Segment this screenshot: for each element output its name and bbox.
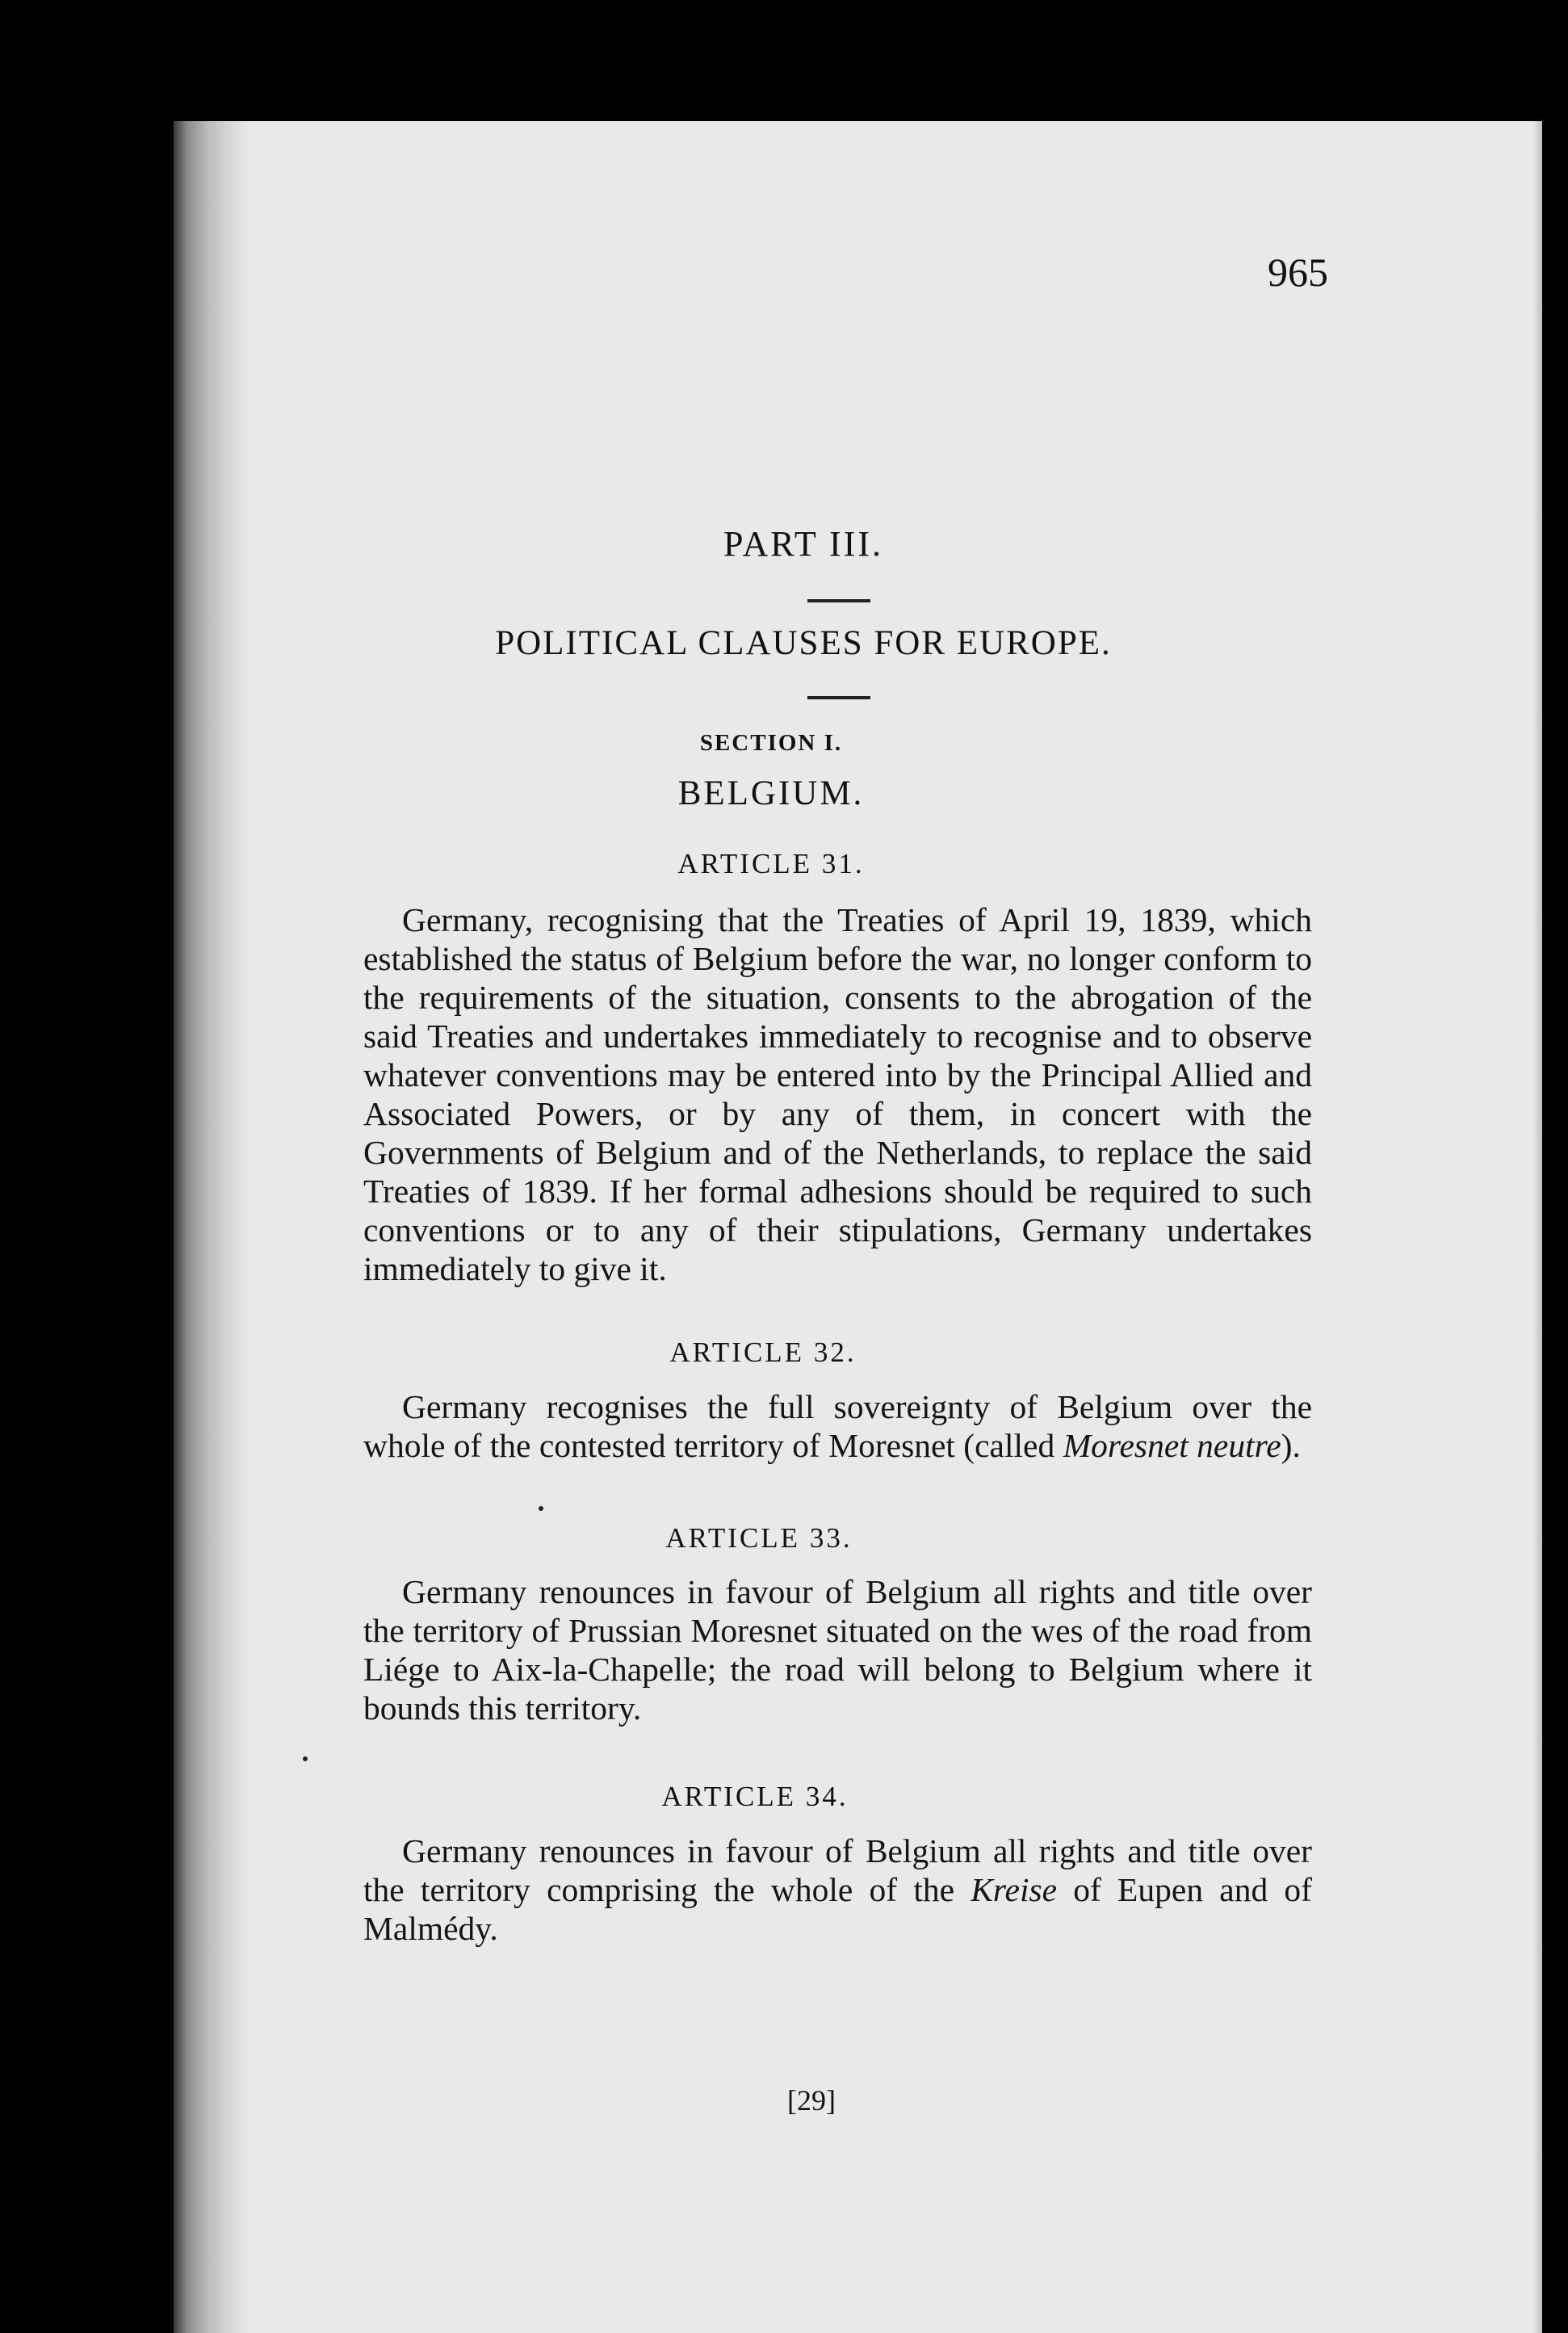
article-text-part: Germany renounces in favour of Belgium all rights and title over the territory comprising the whole of the — [363, 1832, 1312, 1908]
divider-rule — [807, 696, 870, 699]
page-right-edge — [1532, 121, 1542, 2333]
ink-speck — [303, 1756, 308, 1761]
book-page — [174, 121, 1542, 2333]
article-text-part: of Eupen and of Malmédy. — [363, 1871, 1312, 1947]
article-text-italic: Kreise — [971, 1871, 1058, 1908]
article-text-italic: Moresnet neutre — [1063, 1427, 1281, 1464]
article-heading: ARTICLE 32. — [669, 1336, 857, 1368]
part-title: POLITICAL CLAUSES FOR EUROPE. — [495, 624, 1112, 662]
divider-rule — [807, 599, 870, 602]
page-gutter-shadow — [174, 121, 250, 2333]
part-heading: PART III. — [723, 524, 883, 564]
article-text-part: ). — [1281, 1427, 1301, 1464]
article-text — [363, 1387, 1312, 1465]
article-heading: ARTICLE 34. — [661, 1781, 849, 1812]
article-text-part: Germany recognises the full sovereignty of Belgium over the whole of the contested territory of Moresnet (called — [363, 1388, 1312, 1464]
section-heading: SECTION I. — [699, 730, 843, 756]
article-text: Germany, recognising that the Treaties of April 19, 1839, which established the status of Belgium before the war, no longer conform to the requirements of the situation, consents to the abrogation of the said Treaties and undertakes immediately to recognise and to observe whatever conventions may be entered into by the Principal Allied and Associated Powers, or by any of them, in concert with the Governments of Belgium and of the Netherlands, to replace the said Treaties of 1839. If her formal adhesions should be required to such conventions or to any of their stipulations, Germany undertakes immediately to give it. — [363, 901, 1312, 1287]
article-text — [363, 1832, 1312, 1948]
ink-speck — [539, 1506, 543, 1511]
article-heading: ARTICLE 31. — [677, 848, 865, 879]
printer-signature: [29] — [787, 2084, 836, 2117]
page-number: 965 — [1268, 250, 1328, 295]
section-title: BELGIUM. — [677, 774, 865, 812]
article-heading: ARTICLE 33. — [665, 1522, 853, 1554]
article-text: Germany renounces in favour of Belgium all rights and title over the territory of Prussian Moresnet situated on the wes of the road from Liége to Aix-la-Chapelle; the road will belong to Belgium where it bounds this territory. — [363, 1573, 1312, 1727]
